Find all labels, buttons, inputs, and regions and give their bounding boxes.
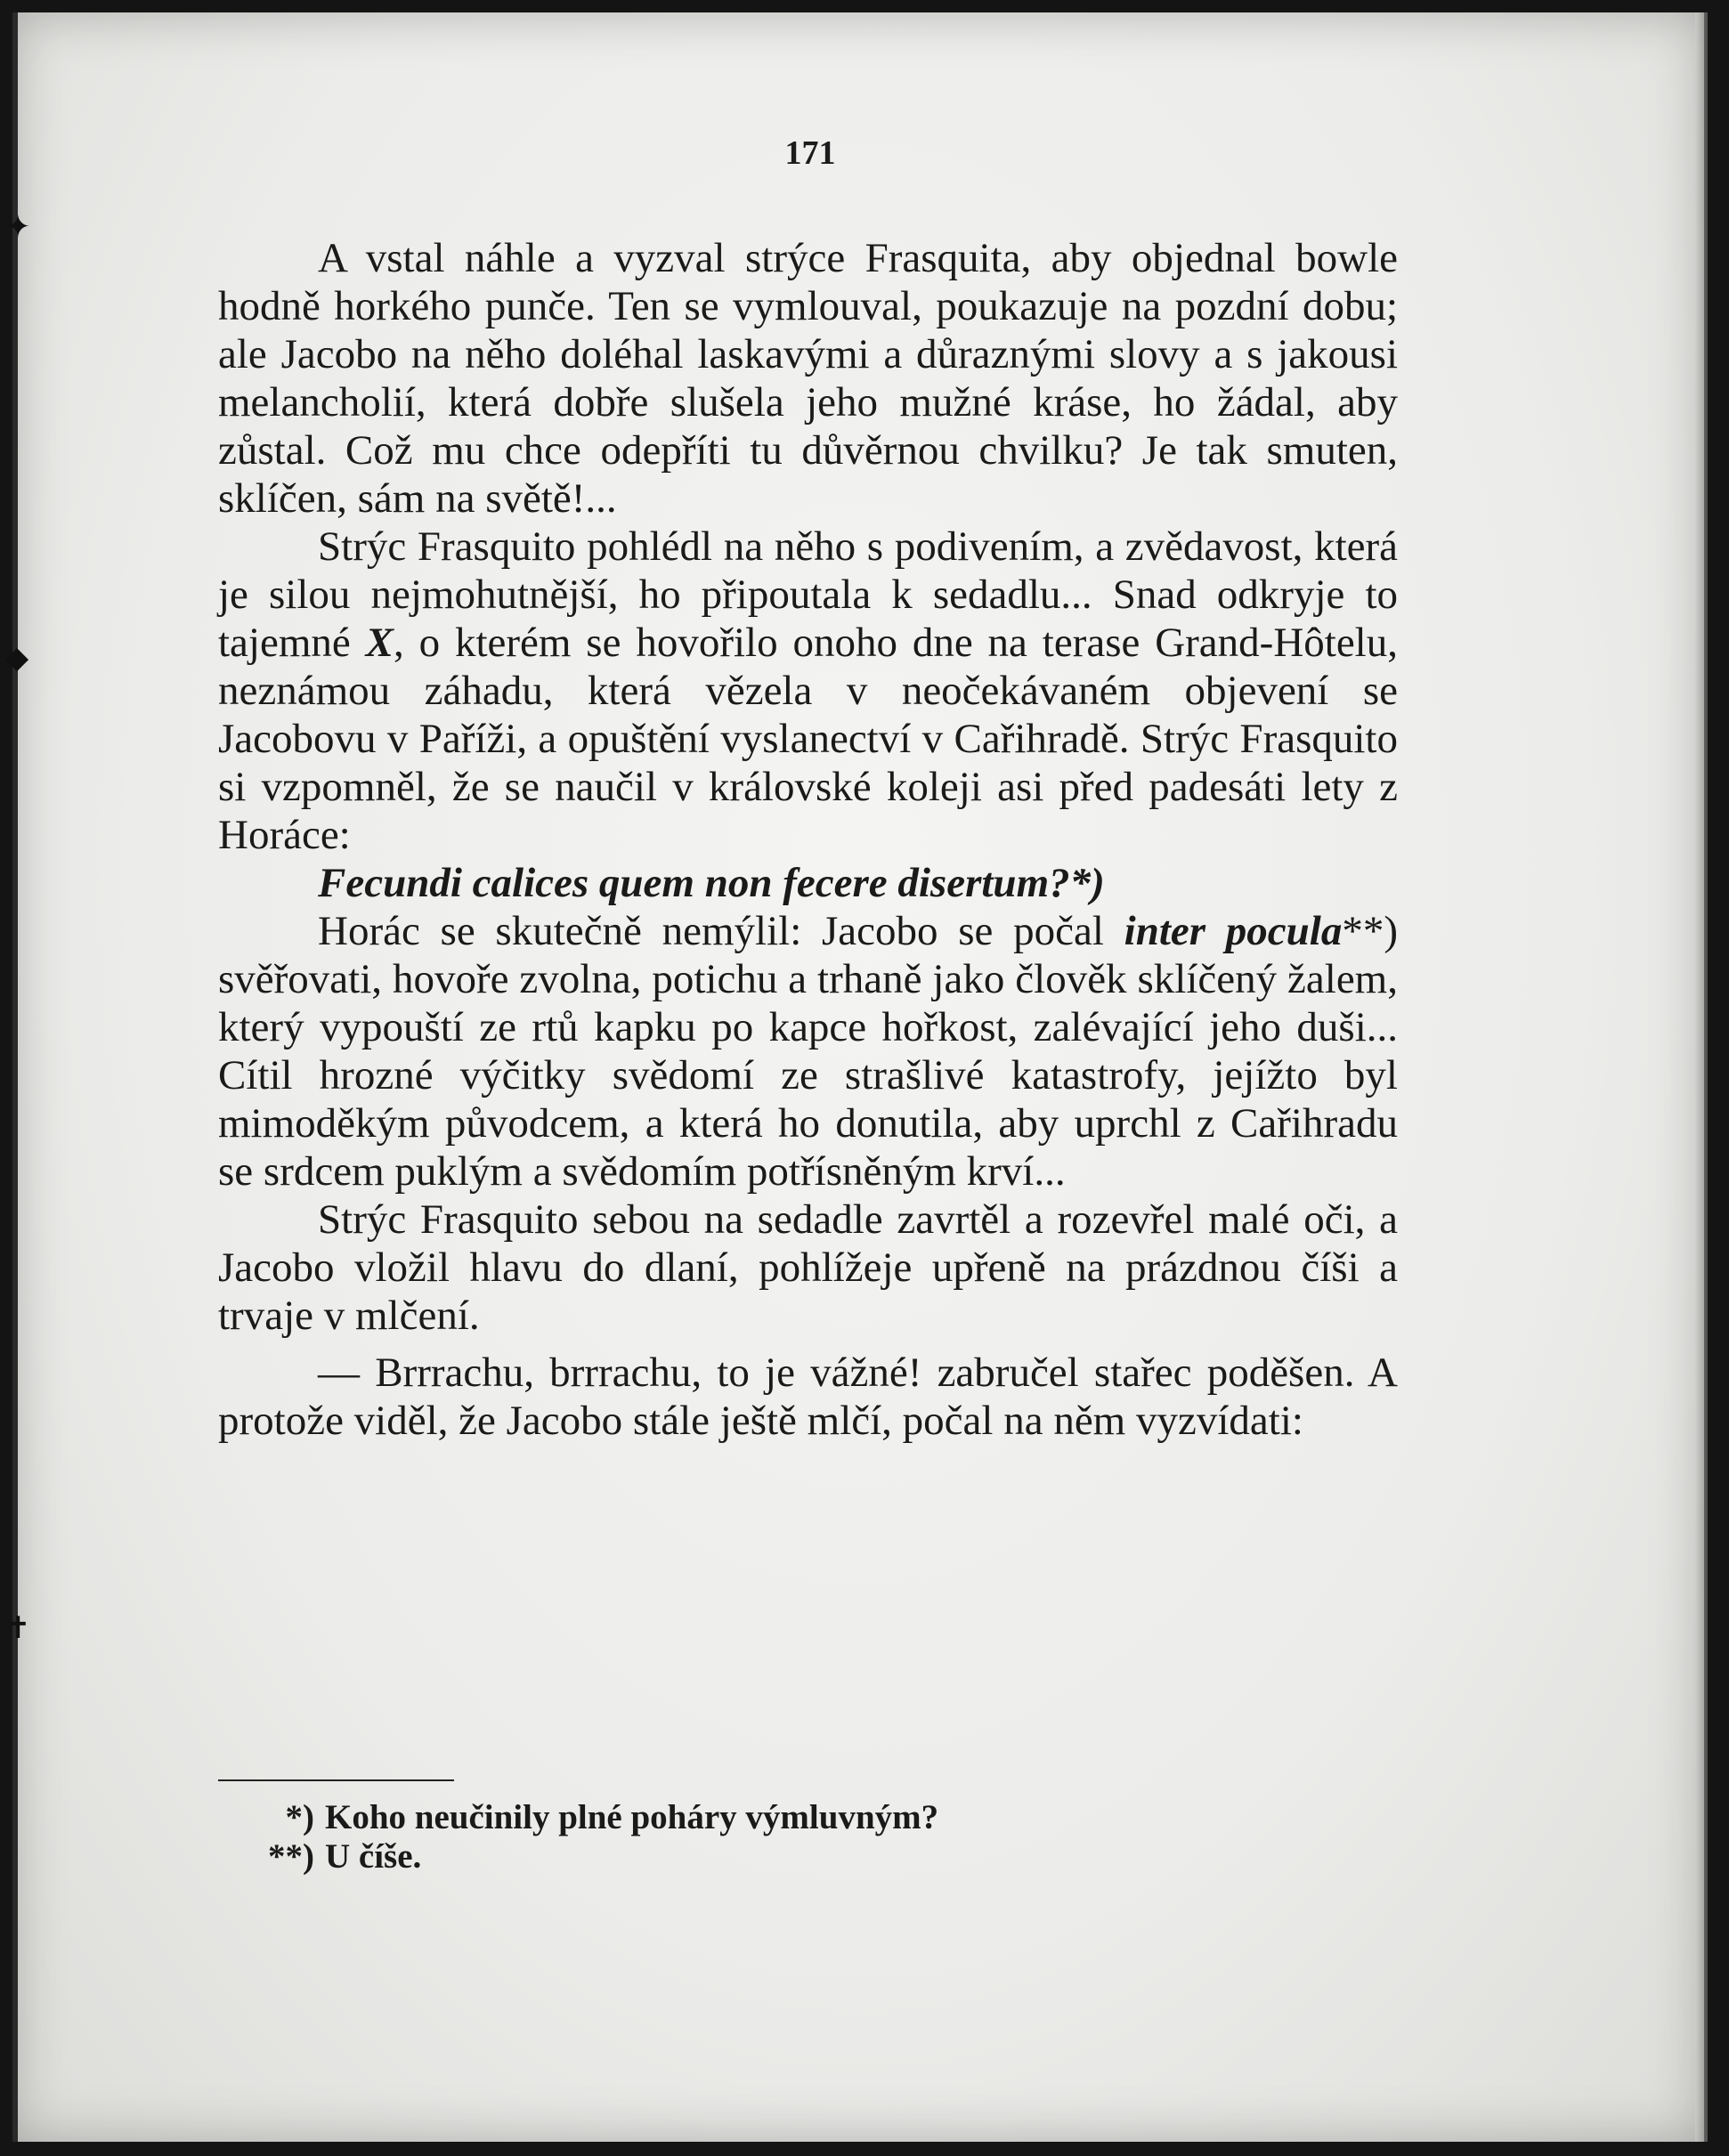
paragraph-2	[218, 523, 1398, 859]
footnote-2-text: U číše.	[325, 1837, 422, 1876]
paragraph-2-emphasis: X	[365, 620, 394, 666]
footnote-ref-2: **)	[1342, 908, 1398, 954]
footnote-1-mark: *)	[285, 1798, 314, 1836]
footnotes	[218, 1798, 1287, 1876]
footnote-1-text: Koho neučinily plné poháry výmluvným?	[325, 1798, 939, 1836]
page-right-edge	[1695, 12, 1708, 2142]
paragraph-6: — Brrrachu, brrrachu, to je vážné! zabručel stařec poděšen. A protože viděl, že Jacobo stále ještě mlčí, počal na něm vyzvídati:	[218, 1350, 1398, 1444]
paragraph-4	[218, 907, 1398, 1196]
margin-mark-lower: ✝	[5, 1610, 31, 1646]
footnote-divider	[218, 1779, 454, 1781]
footnote-2	[218, 1837, 1287, 1876]
footnote-2-mark: **)	[268, 1837, 314, 1876]
paragraph-2-text-b: , o kterém se hovořilo onoho dne na terase Grand-Hôtelu, neznámou záhadu, která vězela v neočekávaném objevení se Jacobovu v Paříži, a opuštění vyslanectví v Cařihradě. Strýc Frasquito si vzpomněl, že se naučil v královské koleji asi před padesáti lety z Horáce:	[218, 620, 1398, 858]
paragraph-4-text-b: svěřovati, hovoře zvolna, potichu a trhaně jako člověk sklíčený žalem, který vypouští ze rtů kapku po kapce hořkost, zalévající jeho duši... Cítil hrozné výčitky svědomí ze strašlivé katastrofy, jejížto byl mimoděkým původcem, a která ho donutila, aby uprchl z Cařihradu se srdcem puklým a svědomím potřísněným krví...	[218, 956, 1398, 1195]
margin-mark-middle: ◆	[5, 640, 29, 676]
footnote-ref-1: *)	[1069, 860, 1105, 906]
footnote-1	[218, 1798, 1287, 1837]
paragraph-4-text-a: Horác se skutečně nemýlil: Jacobo se počal	[318, 908, 1124, 954]
paragraph-4-emphasis: inter pocula	[1124, 908, 1343, 954]
paragraph-2-text-a: Strýc Frasquito pohlédl na něho s podivením, a zvědavost, která je silou nejmohutnější, ho připoutala k sedadlu... Snad odkryje to tajemné	[218, 523, 1398, 666]
paragraph-5: Strýc Frasquito sebou na sedadle zavrtěl a rozevřel malé oči, a Jacobo vložil hlavu do dlaní, pohlížeje upřeně na prázdnou číši a trvaje v mlčení.	[218, 1196, 1398, 1339]
margin-mark-top: ✦	[5, 209, 31, 245]
latin-quote	[218, 859, 1398, 907]
latin-quote-text: Fecundi calices quem non fecere disertum?	[318, 860, 1070, 906]
body-text	[218, 234, 1398, 1445]
page-left-edge	[12, 12, 18, 2142]
paragraph-1: A vstal náhle a vyzval strýce Frasquita, aby objednal bowle hodně horkého punče. Ten se vymlouval, poukazuje na pozdní dobu; ale Jacobo na něho doléhal laskavými a důraznými slovy a s jakousi melancholií, která dobře slušela jeho mužné kráse, ho žádal, aby zůstal. Což mu chce odepříti tu důvěrnou chvilku? Je tak smuten, sklíčen, sám na světě!...	[218, 235, 1398, 522]
page-number: 171	[784, 134, 836, 172]
